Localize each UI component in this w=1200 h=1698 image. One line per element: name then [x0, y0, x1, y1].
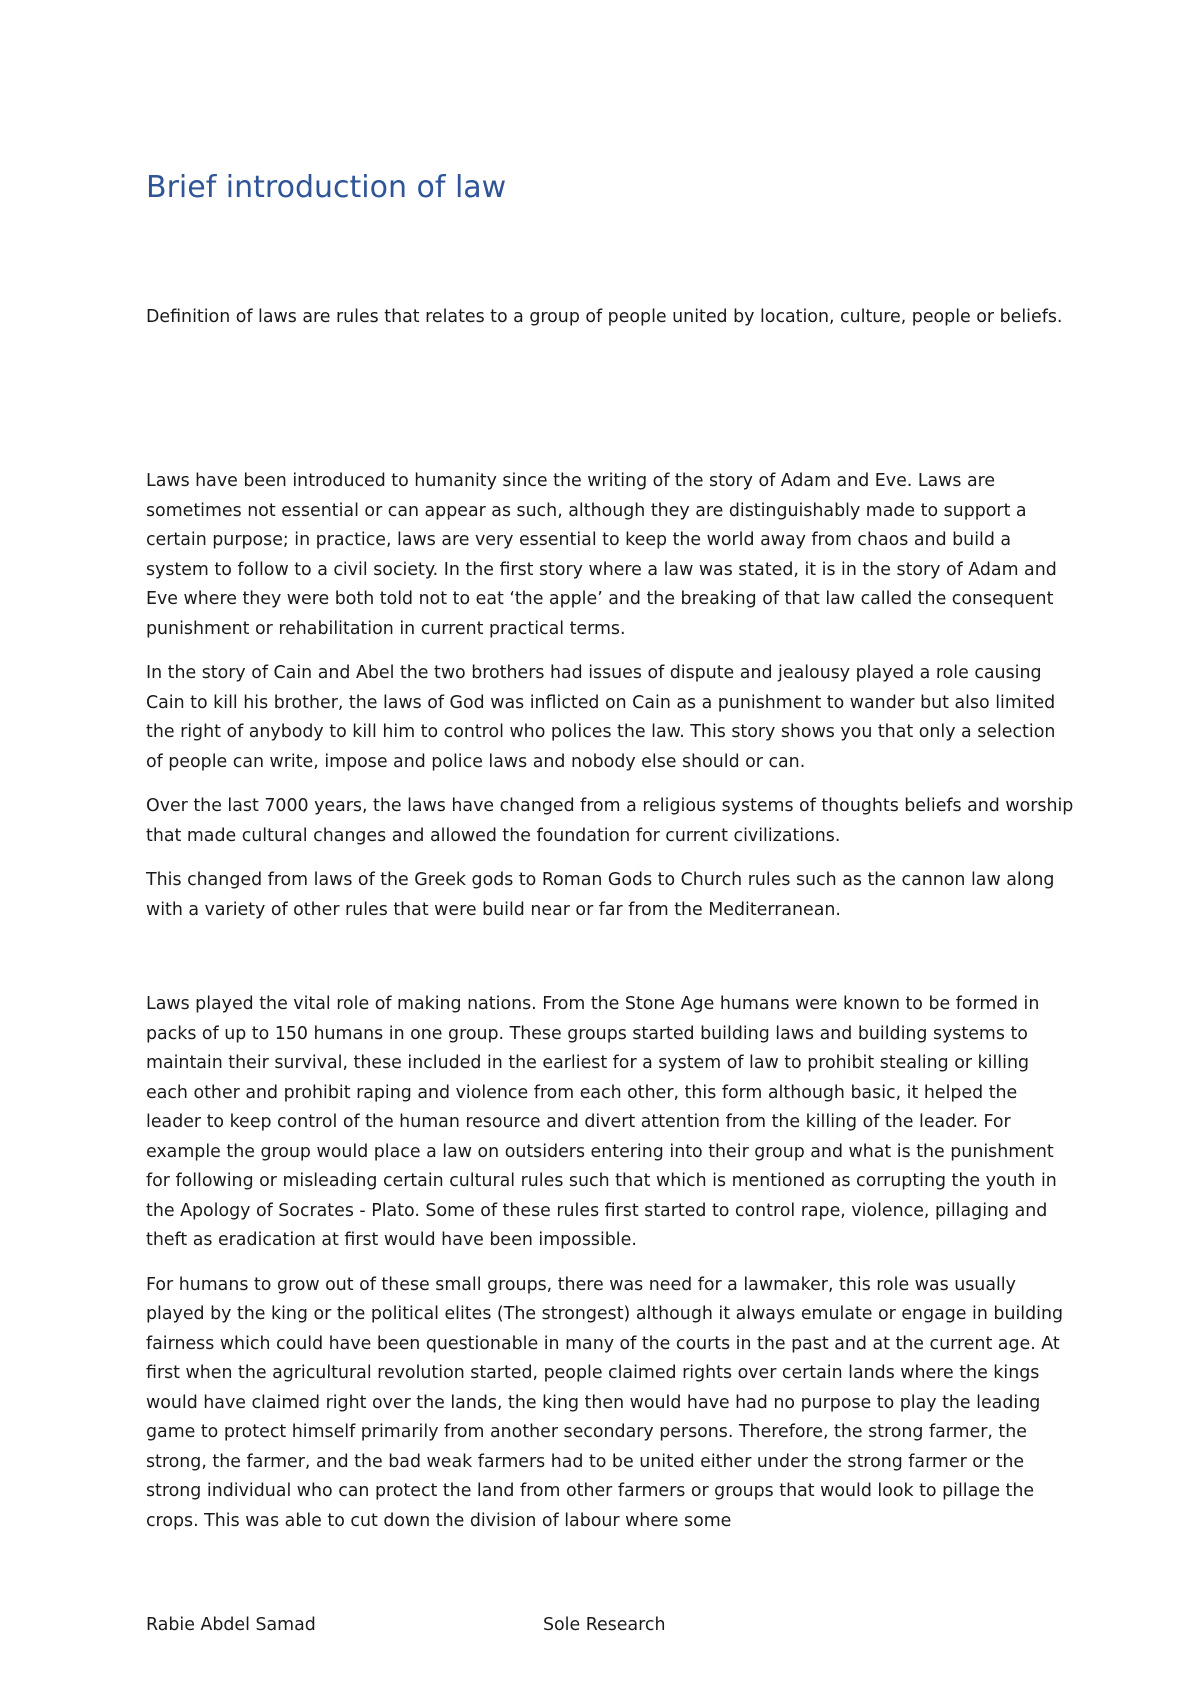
paragraph-making-nations: Laws played the vital role of making nations. From the Stone Age humans were known to be formed in packs of up to 150 humans in one group. These groups started building laws and building systems to maintain their survival, these included in the earliest for a system of law to prohibit stealing or killing each other and prohibit raping and violence from each other, this form although basic, it helped the leader to keep control of the human resource and divert attention from the killing of the leader. For example the group would place a law on outsiders entering into their group and what is the punishment for following or misleading certain cultural rules such that which is mentioned as corrupting the youth in the Apology of Socrates - Plato. Some of these rules first started to control rape, violence, pillaging and theft as eradication at first would have been impossible. — [146, 994, 1057, 1250]
intro-paragraph: Definition of laws are rules that relates to a group of people united by location, culture, people or beliefs. — [146, 307, 1063, 327]
document-title: Brief introduction of law — [146, 170, 507, 205]
footer-author: Rabie Abdel Samad — [146, 1615, 316, 1635]
paragraph-adam-and-eve: Laws have been introduced to humanity since the writing of the story of Adam and Eve. Laws are sometimes not essential or can appear as such, although they are distinguishably made to support a certain purpose; in practice, laws are very essential to keep the world away from chaos and build a system to follow to a civil society. In the first story where a law was stated, it is in the story of Adam and Eve where they were both told not to eat ‘the apple’ and the breaking of that law called the consequent punishment or rehabilitation in current practical terms. — [146, 471, 1057, 639]
making-nations-section — [146, 990, 1076, 1551]
paragraph-greek-roman-church: This changed from laws of the Greek gods to Roman Gods to Church rules such as the cannon law along with a variety of other rules that were build near or far from the Mediterranean. — [146, 870, 1055, 920]
adam-and-eve-section — [146, 467, 1076, 940]
intro-section — [146, 303, 1076, 348]
paragraph-7000-years: Over the last 7000 years, the laws have changed from a religious systems of thoughts beliefs and worship that made cultural changes and allowed the foundation for current civilizations. — [146, 796, 1074, 846]
paragraph-lawmaker: For humans to grow out of these small groups, there was need for a lawmaker, this role was usually played by the king or the political elites (The strongest) although it always emulate or engage in building fairness which could have been questionable in many of the courts in the past and at the current age. At first when the agricultural revolution started, people claimed rights over certain lands where the kings would have claimed right over the lands, the king then would have had no purpose to play the leading game to protect himself primarily from another secondary persons. Therefore, the strong farmer, the strong, the farmer, and the bad weak farmers had to be united either under the strong farmer or the strong individual who can protect the land from other farmers or groups that would look to pillage the crops. This was able to cut down the division of labour where some — [146, 1274, 1064, 1531]
footer-label: Sole Research — [543, 1615, 666, 1635]
paragraph-cain-and-abel: In the story of Cain and Abel the two brothers had issues of dispute and jealousy played a role causing Cain to kill his brother, the laws of God was inflicted on Cain as a punishment to wander but also limited the right of anybody to kill him to control who polices the law. This story shows you that only a selection of people can write, impose and police laws and nobody else should or can. — [146, 663, 1056, 772]
